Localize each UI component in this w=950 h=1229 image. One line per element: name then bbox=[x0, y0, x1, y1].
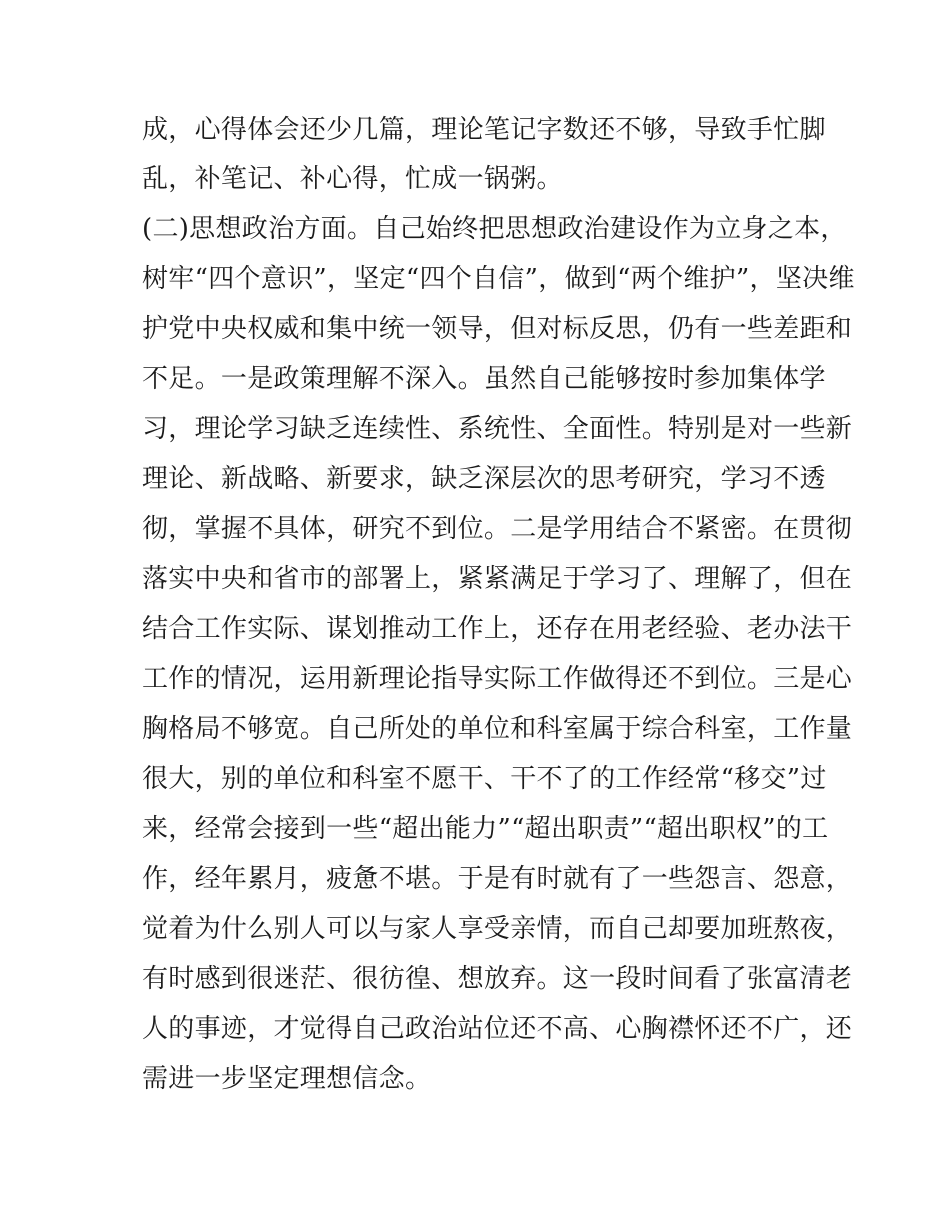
text-line: 成，心得体会还少几篇，理论笔记字数还不够，导致手忙脚 bbox=[142, 115, 826, 145]
text-line: 作，经年累月，疲惫不堪。于是有时就有了一些怨言、怨意， bbox=[142, 864, 853, 894]
text-line: 习，理论学习缺乏连续性、系统性、全面性。特别是对一些新 bbox=[142, 414, 853, 444]
text-line: 很大，别的单位和科室不愿干、干不了的工作经常“移交”过 bbox=[142, 764, 827, 794]
text-line: 乱，补笔记、补心得，忙成一锅粥。 bbox=[142, 164, 563, 194]
text-line: 需进一步坚定理想信念。 bbox=[142, 1064, 432, 1094]
text-line: 不足。一是政策理解不深入。虽然自己能够按时参加集体学 bbox=[142, 364, 826, 394]
text-line: 人的事迹，才觉得自己政治站位还不高、心胸襟怀还不广，还 bbox=[142, 1014, 853, 1044]
text-line: 结合工作实际、谋划推动工作上，还存在用老经验、老办法干 bbox=[142, 614, 853, 644]
text-line: 来，经常会接到一些“超出能力”“超出职责”“超出职权”的工 bbox=[142, 814, 829, 844]
text-line: 树牢“四个意识”，坚定“四个自信”，做到“两个维护”，坚决维 bbox=[142, 264, 855, 294]
text-line: 工作的情况，运用新理论指导实际工作做得还不到位。三是心 bbox=[142, 664, 853, 694]
text-line: 护党中央权威和集中统一领导，但对标反思，仍有一些差距和 bbox=[142, 314, 853, 344]
text-line: 彻，掌握不具体，研究不到位。二是学用结合不紧密。在贯彻 bbox=[142, 514, 853, 544]
text-line: 有时感到很迷茫、很彷徨、想放弃。这一段时间看了张富清老 bbox=[142, 964, 853, 994]
text-line: 落实中央和省市的部署上，紧紧满足于学习了、理解了，但在 bbox=[142, 564, 853, 594]
text-line: (二)思想政治方面。自己始终把思想政治建设作为立身之本， bbox=[142, 214, 847, 244]
text-line: 觉着为什么别人可以与家人享受亲情，而自己却要加班熬夜， bbox=[142, 914, 853, 944]
text-line: 胸格局不够宽。自己所处的单位和科室属于综合科室，工作量 bbox=[142, 714, 853, 744]
text-line: 理论、新战略、新要求，缺乏深层次的思考研究，学习不透 bbox=[142, 464, 826, 494]
